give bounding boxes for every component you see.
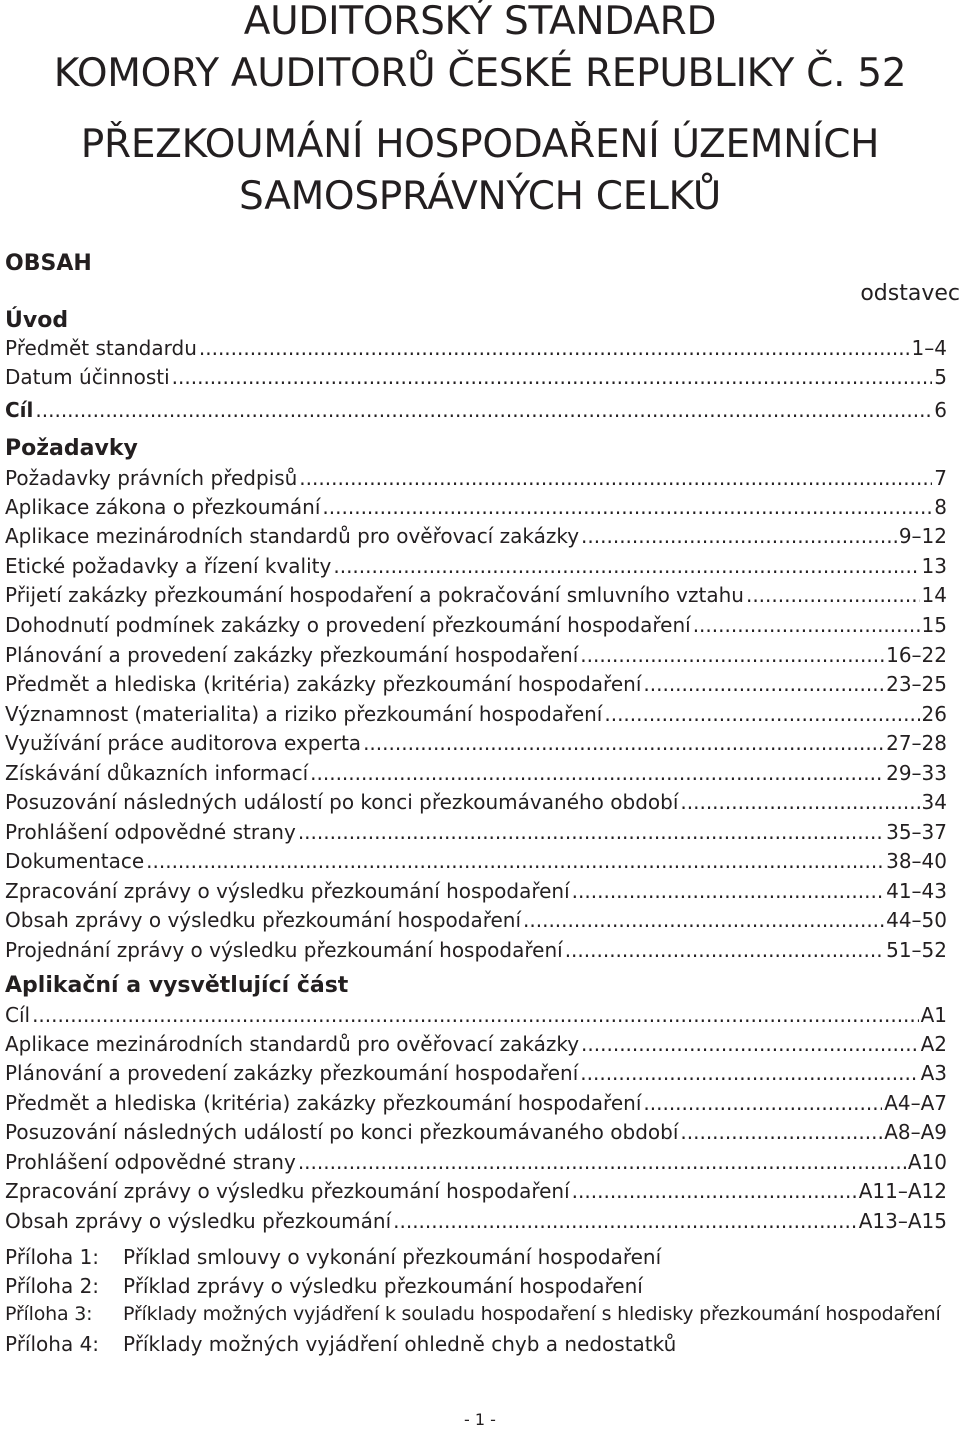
toc-entry-label: Plánování a provedení zakázky přezkoumání hospodaření: [5, 1061, 579, 1085]
toc-entry-paragraph: 1–4: [911, 336, 947, 360]
toc-entry: [5, 908, 947, 938]
toc-entry-paragraph: 35–37: [886, 820, 947, 844]
dot-leader: [393, 1209, 857, 1233]
toc-entry-paragraph: A8–A9: [884, 1120, 947, 1144]
dot-leader: [581, 1032, 919, 1056]
toc-entry-label: Předmět a hlediska (kritéria) zakázky přezkoumání hospodaření: [5, 1091, 642, 1115]
toc-entry-paragraph: 8: [934, 495, 947, 519]
page-number: - 1 -: [464, 1410, 496, 1429]
toc-entry-label: Předmět a hlediska (kritéria) zakázky přezkoumání hospodaření: [5, 672, 642, 696]
toc-entry: [5, 365, 947, 395]
dot-leader: [32, 1003, 919, 1027]
toc-entry-label: Zpracování zprávy o výsledku přezkoumání hospodaření: [5, 879, 570, 903]
dot-leader: [643, 1091, 882, 1115]
dot-leader: [680, 790, 919, 814]
toc-entry: [5, 879, 947, 909]
toc-entry-label: Dohodnutí podmínek zakázky o provedení přezkoumání hospodaření: [5, 613, 691, 637]
toc-entry-label: Aplikace zákona o přezkoumání: [5, 495, 321, 519]
dot-leader: [572, 1179, 857, 1203]
dot-leader: [604, 702, 919, 726]
dot-leader: [572, 879, 884, 903]
toc-entry-paragraph: 26: [921, 702, 947, 726]
dot-leader: [333, 554, 919, 578]
toc-entry-label: Obsah zprávy o výsledku přezkoumání: [5, 1209, 392, 1233]
toc-entry: [5, 1061, 947, 1091]
toc-entry: [5, 1091, 947, 1121]
toc-entry: [5, 790, 947, 820]
toc-entry-label: Cíl: [5, 1003, 31, 1027]
dot-leader: [310, 761, 884, 785]
toc-entry-label: Projednání zprávy o výsledku přezkoumání hospodaření: [5, 938, 563, 962]
toc-entry: [5, 672, 947, 702]
toc-entry-label: Předmět standardu: [5, 336, 197, 360]
toc-entry-paragraph: A13–A15: [858, 1209, 947, 1233]
document-title-line-1: AUDITORSKÝ STANDARD: [243, 0, 717, 44]
dot-leader: [172, 365, 933, 389]
toc-entry-paragraph: 23–25: [886, 672, 947, 696]
toc-entry-label: Prohlášení odpovědné strany: [5, 1150, 296, 1174]
annex-title: Příklad smlouvy o vykonání přezkoumání hospodaření: [123, 1245, 662, 1269]
annex-key: Příloha 3:: [5, 1303, 93, 1325]
toc-entry: [5, 1179, 947, 1209]
toc-entry-paragraph: 38–40: [886, 849, 947, 873]
toc-entry: [5, 643, 947, 673]
annex-title: Příklady možných vyjádření ohledně chyb a nedostatků: [123, 1332, 677, 1356]
toc-entry: [5, 495, 947, 525]
toc-entry-paragraph: 44–50: [886, 908, 947, 932]
toc-entry-label: Získávání důkazních informací: [5, 761, 309, 785]
toc-entry-paragraph: 5: [934, 365, 947, 389]
toc-entry-paragraph: 15: [921, 613, 947, 637]
annex-key: Příloha 2:: [5, 1274, 100, 1298]
annex-title: Příklady možných vyjádření k souladu hospodaření s hledisky přezkoumání hospodaření: [123, 1303, 941, 1325]
annex-item: [5, 1303, 941, 1333]
dot-leader: [363, 731, 884, 755]
toc-heading: OBSAH: [5, 251, 92, 276]
toc-entry-paragraph: 14: [921, 583, 947, 607]
toc-entry-label: Cíl: [5, 398, 34, 422]
toc-entry: [5, 820, 947, 850]
annex-item: [5, 1245, 661, 1275]
dot-leader: [565, 938, 884, 962]
toc-entry-paragraph: 6: [934, 398, 947, 422]
dot-leader: [199, 336, 910, 360]
dot-leader: [693, 613, 920, 637]
toc-entry: [5, 1150, 947, 1180]
toc-entry-label: Významnost (materialita) a riziko přezkoumání hospodaření: [5, 702, 603, 726]
toc-entry-label: Posuzování následných událostí po konci přezkoumávaného období: [5, 790, 679, 814]
toc-entry-label: Datum účinnosti: [5, 365, 170, 389]
section-heading-aplikacni: Aplikační a vysvětlující část: [5, 973, 349, 998]
toc-entry-label: Plánování a provedení zakázky přezkoumání hospodaření: [5, 643, 579, 667]
toc-entry-paragraph: A2: [920, 1032, 947, 1056]
dot-leader: [523, 908, 884, 932]
dot-leader: [146, 849, 884, 873]
toc-entry-paragraph: 13: [921, 554, 947, 578]
toc-entry-paragraph: A11–A12: [858, 1179, 947, 1203]
toc-entry-label: Prohlášení odpovědné strany: [5, 820, 296, 844]
dot-leader: [746, 583, 920, 607]
toc-entry: [5, 524, 947, 554]
dot-leader: [643, 672, 884, 696]
section-heading-uvod: Úvod: [5, 308, 69, 333]
toc-entry-label: Obsah zprávy o výsledku přezkoumání hospodaření: [5, 908, 522, 932]
toc-entry-label: Využívání práce auditorova experta: [5, 731, 362, 755]
toc-entry: [5, 1120, 947, 1150]
toc-entry: [5, 466, 947, 496]
document-subtitle-line-1: PŘEZKOUMÁNÍ HOSPODAŘENÍ ÚZEMNÍCH: [80, 122, 880, 167]
toc-entry-paragraph: 9–12: [898, 524, 947, 548]
section-heading-pozadavky: Požadavky: [5, 436, 138, 461]
dot-leader: [322, 495, 932, 519]
toc-entry-label: Dokumentace: [5, 849, 145, 873]
toc-entry-paragraph: A10: [907, 1150, 947, 1174]
toc-entry-label: Aplikace mezinárodních standardů pro ověřovací zakázky: [5, 1032, 580, 1056]
annex-item: [5, 1274, 643, 1304]
toc-entry: [5, 583, 947, 613]
document-subtitle-line-2: SAMOSPRÁVNÝCH CELKŮ: [239, 174, 721, 219]
toc-entry-label: Přijetí zakázky přezkoumání hospodaření a pokračování smluvního vztahu: [5, 583, 744, 607]
annex-title: Příklad zprávy o výsledku přezkoumání hospodaření: [123, 1274, 643, 1298]
toc-entry-label: Aplikace mezinárodních standardů pro ověřovací zakázky: [5, 524, 580, 548]
toc-entry-paragraph: 27–28: [886, 731, 947, 755]
toc-entry-label: Zpracování zprávy o výsledku přezkoumání hospodaření: [5, 1179, 570, 1203]
paragraph-column-label: odstavec: [860, 281, 960, 306]
toc-entry: [5, 336, 947, 366]
toc-entry: [5, 761, 947, 791]
toc-entry-paragraph: A4–A7: [884, 1091, 947, 1115]
dot-leader: [298, 1150, 906, 1174]
toc-entry-label: Požadavky právních předpisů: [5, 466, 298, 490]
dot-leader: [298, 820, 884, 844]
annex-item: [5, 1332, 676, 1362]
toc-entry: [5, 613, 947, 643]
toc-entry: [5, 938, 947, 968]
toc-entry-paragraph: A1: [920, 1003, 947, 1027]
toc-entry: [5, 731, 947, 761]
dot-leader: [35, 398, 932, 422]
toc-entry: [5, 554, 947, 584]
toc-entry-paragraph: 29–33: [886, 761, 947, 785]
toc-entry: [5, 1209, 947, 1239]
toc-entry-cil: [5, 398, 947, 428]
toc-entry-paragraph: 41–43: [886, 879, 947, 903]
toc-entry-paragraph: 16–22: [886, 643, 947, 667]
toc-entry-paragraph: 34: [921, 790, 947, 814]
toc-entry: [5, 849, 947, 879]
toc-entry: [5, 702, 947, 732]
toc-entry: [5, 1032, 947, 1062]
dot-leader: [581, 524, 897, 548]
toc-entry-paragraph: A3: [920, 1061, 947, 1085]
toc-entry: [5, 1003, 947, 1033]
toc-entry-paragraph: 51–52: [886, 938, 947, 962]
dot-leader: [299, 466, 932, 490]
document-title-line-2: KOMORY AUDITORŮ ČESKÉ REPUBLIKY Č. 52: [53, 51, 907, 96]
dot-leader: [680, 1120, 882, 1144]
dot-leader: [580, 1061, 918, 1085]
annex-key: Příloha 1:: [5, 1245, 100, 1269]
toc-entry-label: Posuzování následných událostí po konci přezkoumávaného období: [5, 1120, 679, 1144]
toc-entry-label: Etické požadavky a řízení kvality: [5, 554, 332, 578]
dot-leader: [580, 643, 884, 667]
toc-entry-paragraph: 7: [934, 466, 947, 490]
annex-key: Příloha 4:: [5, 1332, 100, 1356]
